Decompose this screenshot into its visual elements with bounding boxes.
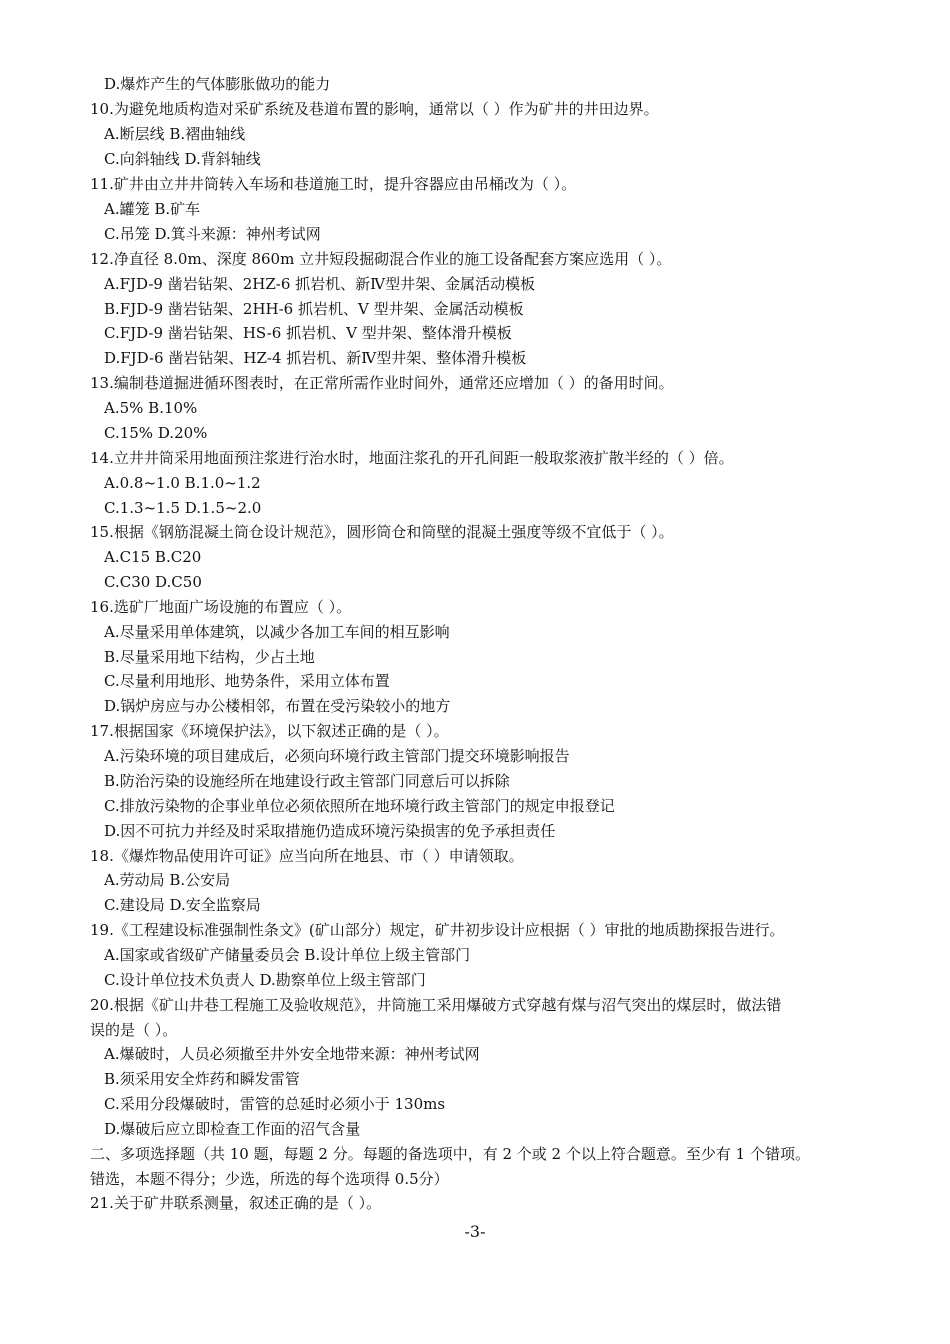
option-line: A.国家或省级矿产储量委员会 B.设计单位上级主管部门: [104, 946, 471, 964]
option-line: C.尽量利用地形、地势条件，采用立体布置: [104, 672, 390, 690]
question-line: 16.选矿厂地面广场设施的布置应（ ）。: [90, 598, 352, 616]
option-line: A.污染环境的项目建成后，必须向环境行政主管部门提交环境影响报告: [104, 747, 570, 765]
option-line: C.15% D.20%: [104, 424, 208, 442]
option-line: B.须采用安全炸药和瞬发雷管: [104, 1070, 300, 1088]
option-line: A.0.8~1.0 B.1.0~1.2: [104, 474, 261, 492]
option-line: C.建设局 D.安全监察局: [104, 896, 261, 914]
option-line: A.断层线 B.褶曲轴线: [104, 125, 246, 143]
option-line: C.吊笼 D.箕斗来源：神州考试网: [104, 225, 321, 243]
question-line: 20.根据《矿山井巷工程施工及验收规范》，井筒施工采用爆破方式穿越有煤与沼气突出的煤层时，做法错: [90, 996, 782, 1014]
option-line: C.1.3~1.5 D.1.5~2.0: [104, 499, 262, 517]
question-line: 12.净直径 8.0m、深度 860m 立井短段掘砌混合作业的施工设备配套方案应选用（ ）。: [90, 250, 672, 268]
option-line: D.因不可抗力并经及时采取措施仍造成环境污染损害的免予承担责任: [104, 822, 556, 840]
option-line: D.爆炸产生的气体膨胀做功的能力: [104, 75, 331, 93]
question-line: 19.《工程建设标准强制性条文》(矿山部分）规定，矿井初步设计应根据（ ）审批的地质勘探报告进行。: [90, 921, 785, 939]
question-line: 14.立井井筒采用地面预注浆进行治水时，地面注浆孔的开孔间距一般取浆液扩散半经的（ ）倍。: [90, 449, 734, 467]
option-line: A.C15 B.C20: [104, 548, 202, 566]
option-line: C.排放污染物的企事业单位必须依照所在地环境行政主管部门的规定申报登记: [104, 797, 615, 815]
option-line: C.设计单位技术负责人 D.勘察单位上级主管部门: [104, 971, 426, 989]
option-line: A.尽量采用单体建筑，以减少各加工车间的相互影响: [104, 623, 450, 641]
page-number: -3-: [464, 1222, 486, 1241]
option-line: C.FJD-9 凿岩钻架、HS-6 抓岩机、V 型井架、整体滑升模板: [104, 324, 512, 342]
question-line: 11.矿井由立井井筒转入车场和巷道施工时，提升容器应由吊桶改为（ ）。: [90, 175, 577, 193]
section-heading-line: 错选，本题不得分；少选，所选的每个选项得 0.5分）: [90, 1170, 449, 1188]
option-line: D.FJD-6 凿岩钻架、HZ-4 抓岩机、新Ⅳ型井架、整体滑升模板: [104, 349, 527, 367]
option-line: D.爆破后应立即检查工作面的沼气含量: [104, 1120, 361, 1138]
question-line: 10.为避免地质构造对采矿系统及巷道布置的影响，通常以（ ）作为矿井的井田边界。: [90, 100, 659, 118]
option-line: A.FJD-9 凿岩钻架、2HZ-6 抓岩机、新Ⅳ型井架、金属活动模板: [104, 275, 536, 293]
option-line: C.向斜轴线 D.背斜轴线: [104, 150, 261, 168]
question-line: 误的是（ ）。: [90, 1021, 178, 1039]
option-line: A.5% B.10%: [104, 399, 198, 417]
question-line: 13.编制巷道掘进循环图表时，在正常所需作业时间外，通常还应增加（ ）的备用时间。: [90, 374, 674, 392]
question-line: 18.《爆炸物品使用许可证》应当向所在地县、市（ ）申请领取。: [90, 847, 524, 865]
section-heading-line: 二、多项选择题（共 10 题，每题 2 分。每题的备选项中，有 2 个或 2 个以上符合题意。至少有 1 个错项。: [90, 1145, 810, 1163]
question-line: 17.根据国家《环境保护法》，以下叙述正确的是（ ）。: [90, 722, 449, 740]
option-line: D.锅炉房应与办公楼相邻，布置在受污染较小的地方: [104, 697, 451, 715]
question-line: 21.关于矿井联系测量，叙述正确的是（ ）。: [90, 1194, 382, 1212]
option-line: A.劳动局 B.公安局: [104, 871, 231, 889]
option-line: A.爆破时，人员必须撤至井外安全地带来源：神州考试网: [104, 1045, 480, 1063]
option-line: C.C30 D.C50: [104, 573, 202, 591]
question-line: 15.根据《钢筋混凝土筒仓设计规范》，圆形筒仓和筒壁的混凝土强度等级不宜低于（ ）。: [90, 523, 674, 541]
option-line: C.采用分段爆破时，雷管的总延时必须小于 130ms: [104, 1095, 446, 1113]
option-line: B.FJD-9 凿岩钻架、2HH-6 抓岩机、V 型井架、金属活动模板: [104, 300, 524, 318]
option-line: B.防治污染的设施经所在地建设行政主管部门同意后可以拆除: [104, 772, 510, 790]
option-line: A.罐笼 B.矿车: [104, 200, 201, 218]
option-line: B.尽量采用地下结构，少占土地: [104, 648, 315, 666]
